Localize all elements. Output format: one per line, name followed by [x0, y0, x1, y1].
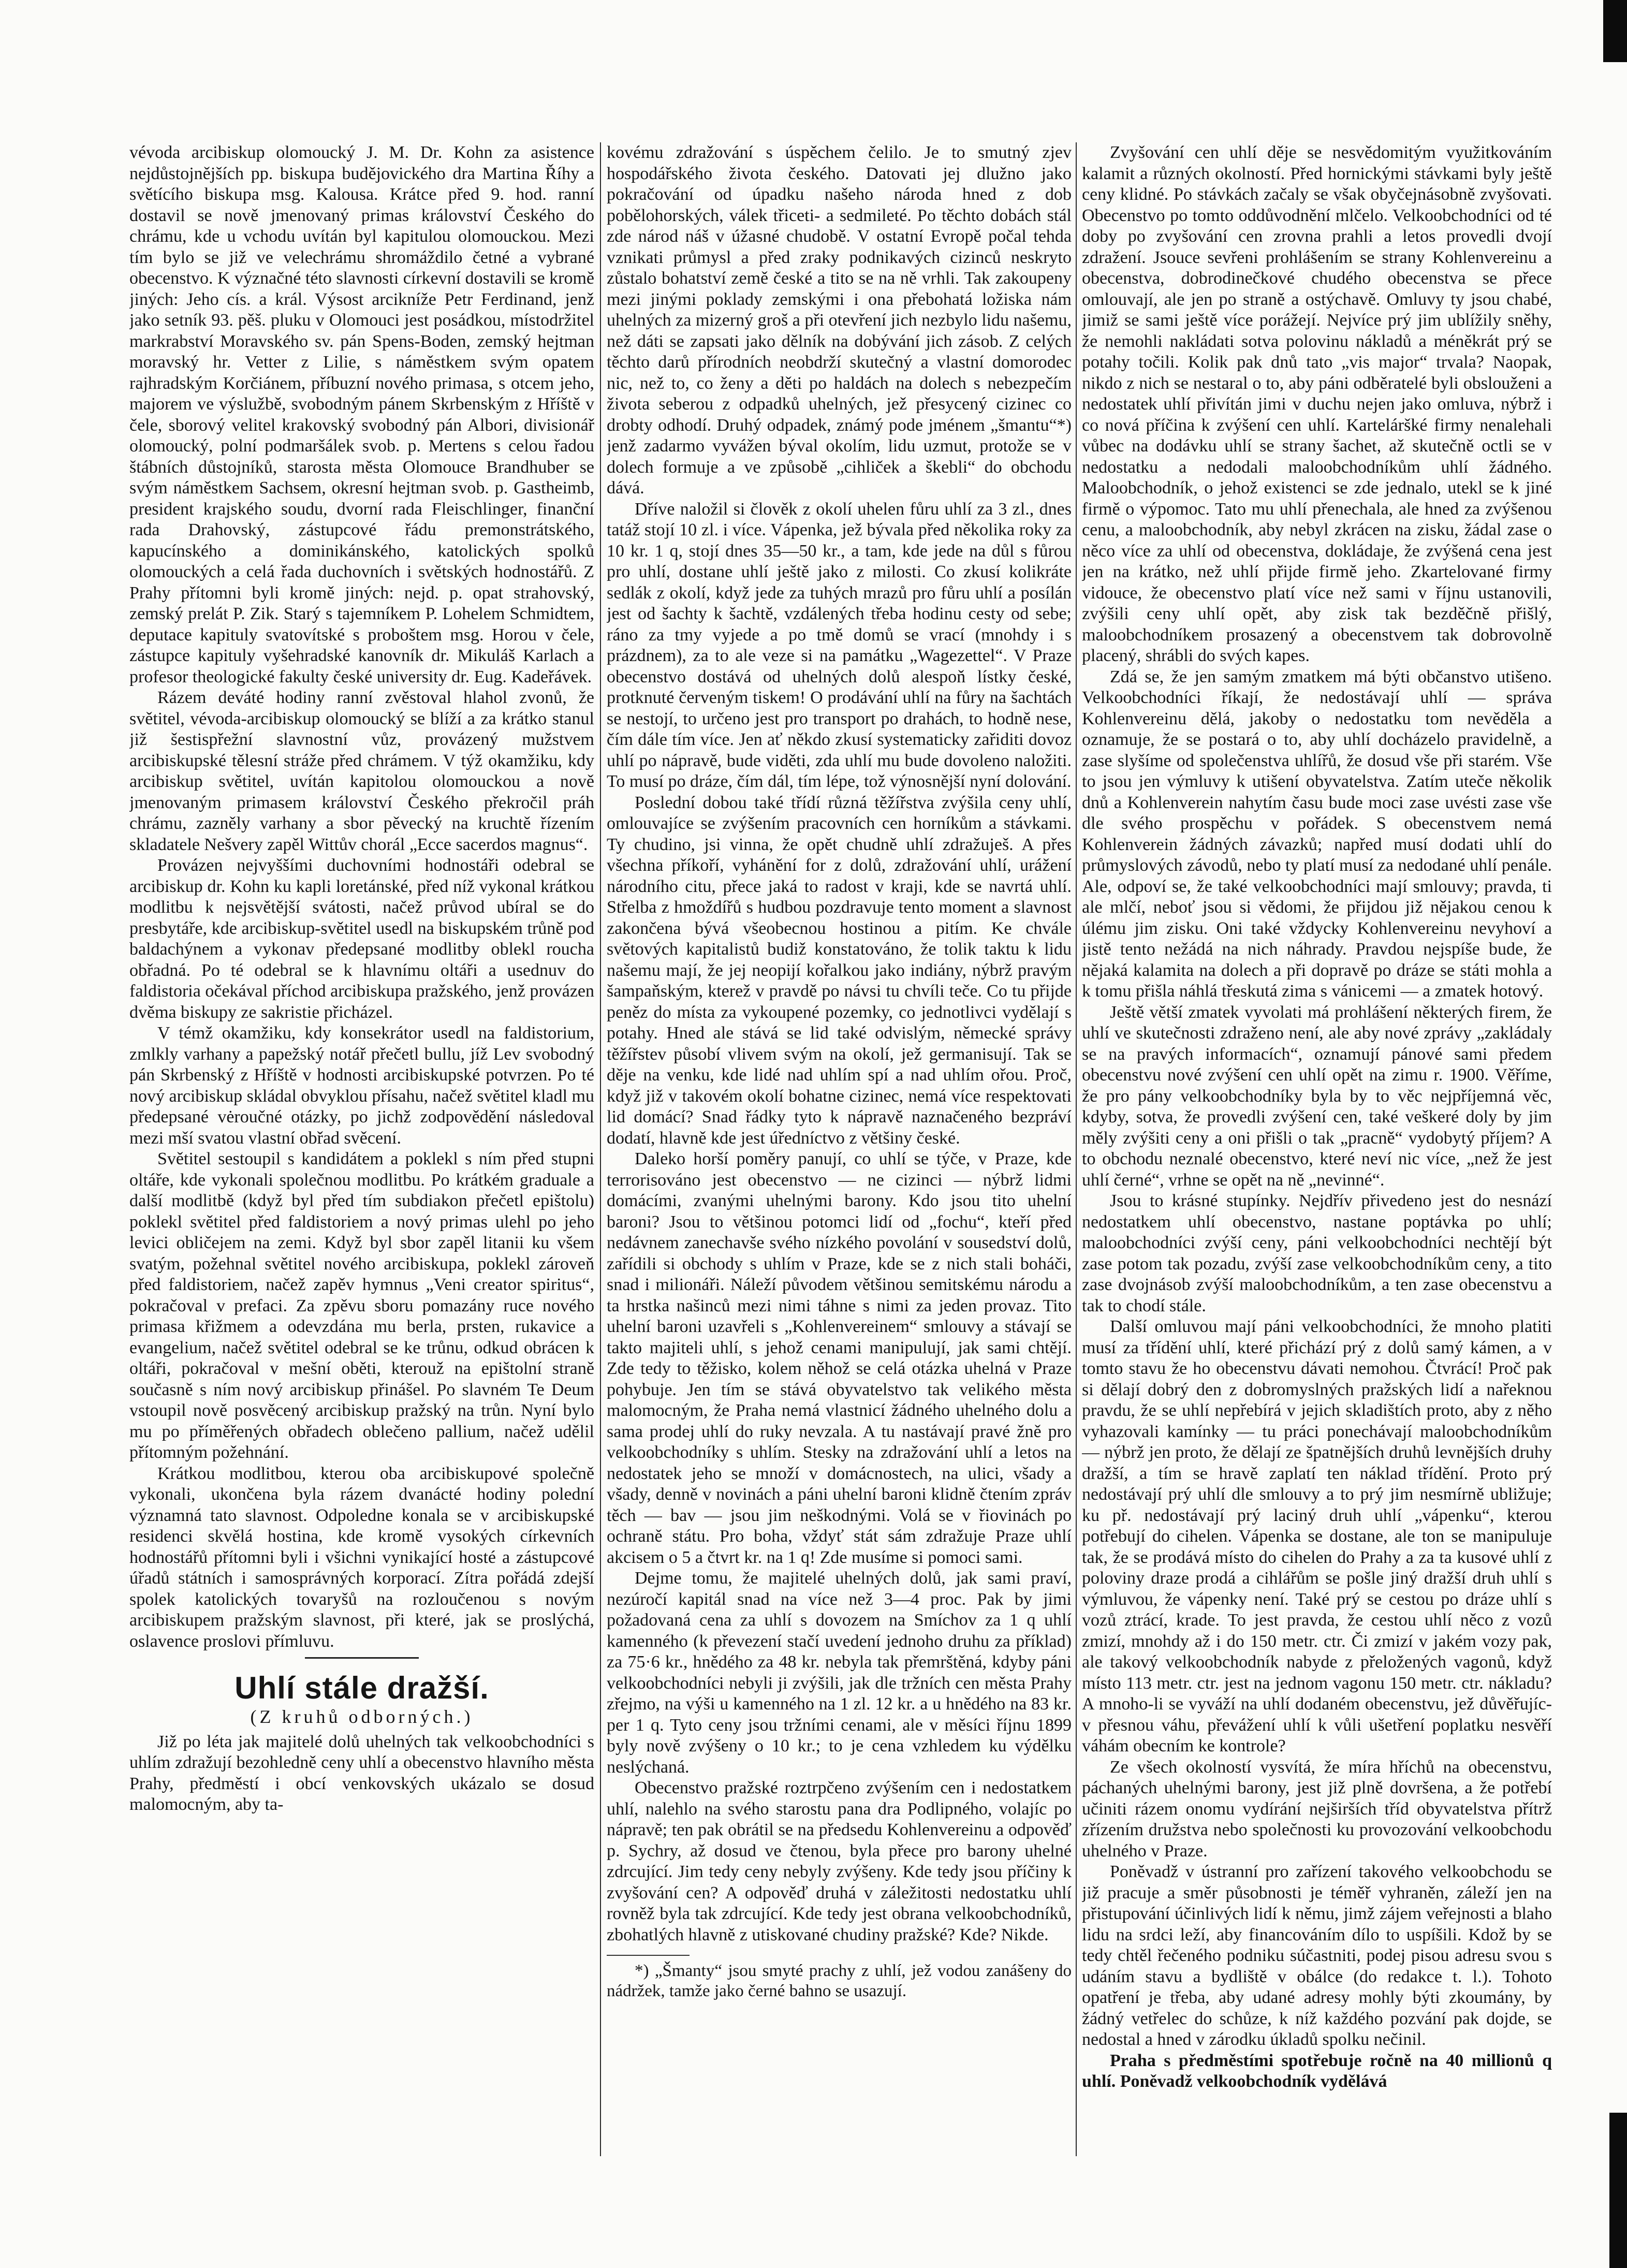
footnote-divider: [607, 1955, 690, 1956]
column-rule: [600, 142, 601, 2156]
article-paragraph: Poněvadž v ústranní pro zařízení takového velkoobchodu se již pracuje a směr působnosti je téměř vyhraněn, záleží jen na přistupování účinlivých lidí k němu, jimž zájem veřejnosti a blaho lidu na srdci leží, aby financováním dílo to uspíšili. Kdož by se tedy chtěl řečeného podniku súčastniti, podej pisou adresu svou s udáním stavu a bydliště v obálce (do redakce t. l.). Tohoto opatření je třeba, aby udané adresy mohly býti zkoumány, by žádný vetřelec do schůze, k níž každého pozvání pak dojde, se nedostal a hned v zárodku úkladů spolku nečinil.: [1082, 1862, 1552, 2049]
scan-edge-bottom: [1609, 2113, 1627, 2268]
column-rule: [1076, 142, 1077, 2156]
article-paragraph: Zdá se, že jen samým zmatkem má býti občanstvo utišeno. Velkoobchodníci říkají, že nedostávají uhlí — správa Kohlenvereinu dělá, jakoby o nedostatku tom nevěděla a oznamuje, že se postará o to, aby uhlí docházelo pravidelně, a zase slyšíme od společenstva uhlířů, že dosud vše při starém. Vše to jsou jen výmluvy k utišení obyvatelstva. Zatím uteče několik dnů a Kohlenverein nahytím času bude moci zase uvésti zase vše dle svého prospěchu v pořádek. S obecenstvem nemá Kohlenverein žádných závazků; napřed musí dodati uhlí do průmyslových závodů, nebo ty platí musí za nedodané uhlí penále. Ale, odpoví se, že také velkoobchodníci mají smlouvy; pravda, ti ale mlčí, neboť jsou si vědomi, že přijdou již nějakou cenou k úlému jim zisku. Oni také vždycky Kohlenvereinu nevyhoví a jistě tento nežádá na nich náhrady. Pravdou nejspíše bude, že nějaká kalamita na dolech a při dopravě po dráze se státi mohla a k tomu přišla náhlá třeskutá zima s vánicemi — a zmatek hotový.: [1082, 667, 1552, 1001]
article-paragraph: Světitel sestoupil s kandidátem a poklekl s ním před stupni oltáře, kde vykonali společnou modlitbu. Po krátkém graduale a další modlitbě (když byl před tím subdiakon přečetl epištolu) poklekl světitel před faldistoriem a nový primas ulehl po jeho levici obličejem na zemi. Když byl sbor zapěl litanii ku všem svatým, požehnal světitel nového arcibiskupa, poklekl zároveň před faldistoriem, načež zapěv hymnus „Veni creator spiritus“, pokračoval v prefaci. Za zpěvu sboru pomazány ruce nového primasa křižmem a odevzdána mu berla, prsten, rukavice a evangelium, načež světitel odebral se ke trůnu, odkud obrácen k oltáři, pokračoval v mešní oběti, kterouž na epištolní straně současně s ním nový arcibiskup přinášel. Po slavném Te Deum vstoupil nově posvěcený arcibiskup pražský na trůn. Nyní bylo mu po příměřených obřadech oblečeno pallium, načež udělil přítomným požehnání.: [129, 1149, 594, 1462]
footnote-text: *) „Šmanty“ jsou smyté prachy z uhlí, jež vodou zanášeny do nádržek, tamže jako černé bahno se usazují.: [607, 1962, 1072, 2000]
column-2: [607, 142, 1072, 2156]
article-paragraph: Dejme tomu, že majitelé uhelných dolů, jak sami praví, nezúročí kapitál snad na více než 3—4 proc. Pak by jimi požadovaná cena za uhlí s dovozem na Smíchov za 1 q uhlí kamenného (k převezení stačí uvedení jednoho druhu za příklad) za 75·6 kr., hnědého za 48 kr. nebyla tak přemrštěná, kdyby páni velkoobchodníci nebyli ji zvýšili, jak dle tržních cen města Prahy zřejmo, na výši u kamenného na 1 zl. 12 kr. a u hnědého na 83 kr. per 1 q. Tyto ceny jsou tržními cenami, ale v měsíci říjnu 1899 byly nově zvýšeny o 10 kr.; to je cena vzhledem ku výdělku neslýchaná.: [607, 1569, 1072, 1777]
article-paragraph: Jsou to krásné stupínky. Nejdřív přivedeno jest do nesnází nedostatkem uhlí obecenstvo, nastane poptávka po uhlí; maloobchodníci zvýší ceny, páni velkoobchodníci nechtějí být zase potom tak pozadu, zvýší zase velkoobchodníkům ceny, a tito zase dvojnásob zvýší maloobchodníkům, a ten zase obecenstvu a tak to chodí stále.: [1082, 1191, 1552, 1315]
scan-edge-top: [1603, 0, 1627, 62]
article-paragraph: Ještě větší zmatek vyvolati má prohlášení některých firem, že uhlí ve skutečnosti zdraženo není, ale aby nové zprávy „zakládaly se na pravých informacích“, oznamují pánové sami předem obecenstvu nové zvýšení cen uhlí opět na zimu r. 1900. Věříme, že pro pány velkoobchodníky byla by to věc nejpříjemná věc, kdyby, sotva, že provedli zvýšení cen, také veškeré doly by jim měly zvýšiti ceny a oni přišli o tak „pracně“ vydobytý příjem? A to obchodu neznalé obecenstvo, které neví nic více, „než že jest uhlí černé“, vrhne se opět na ně „nevinné“.: [1082, 1002, 1552, 1190]
article-paragraph: Rázem deváté hodiny ranní zvěstoval hlahol zvonů, že světitel, vévoda-arcibiskup olomoucký se blíží a za krátko stanul již šestispřežní slavnostní vůz, provázený mužstvem arcibiskupské tělesní stráže před chrámem. V týž okamžiku, kdy arcibiskup světitel, uvítán kapitolou olomouckou a nově jmenovaným primasem království Českého překročil práh chrámu, zazněly varhany a sbor pěvecký na kruchtě řízením skladatele Nešvery zapěl Wittův chorál „Ecce sacerdos magnus“.: [129, 688, 594, 854]
section-divider: [305, 1657, 419, 1659]
column-1: [129, 142, 594, 2156]
article-paragraph: Poslední dobou také třídí různá těžířstva zvýšila ceny uhlí, omlouvajíce se zvýšením pracovních cen horníkům a stávkami. Ty chudino, jsi vinna, že opět chudně uhlí zdražuješ. A přes všechna příkoří, vyhánění for z dolů, zdražování uhlí, urážení národního citu, přece jaká to radost v kraji, kde se navrtá uhlí. Střelba z hmoždířů s hudbou pozdravuje tento moment a slavnost zakončena bývá všeobecnou hostinou a pitím. Ke chvále světových kapitalistů budiž konstatováno, že tolik taktu k lidu našemu mají, že jej neopijí kořalkou jako indiány, nýbrž pravým šampaňským, kterež v pravdě po návsi tu chvíli teče. Co tu přijde peněz do místa za vykoupené pozemky, co jednotlivci vydělají s potahy. Hned ale stává se lid také odvislým, německé správy těžířstev působí vlivem svým na okolí, jež germanisují. Tak se děje na venku, kde lidé nad uhlím spí a nad uhlím ořou. Proč, když již v takovém okolí bohatne cizinec, nemá více respektovati lid domácí? Snad řádky tyto k nápravě naznačeného bezpráví dodatí, hlavně kde jest úředníctvo z většiny české.: [607, 793, 1072, 1148]
column-3: [1082, 142, 1552, 2156]
article-paragraph: Praha s předměstími spotřebuje ročně na 40 millionů q uhlí. Poněvadž velkoobchodník vydělává: [1082, 2051, 1552, 2091]
article-paragraph: Zvyšování cen uhlí děje se nesvědomitým využitkováním kalamit a různých okolností. Před hornickými stávkami byly ještě ceny klidné. Po stávkách začaly se však obyčejnásobně zvyšovati. Obecenstvo po tomto oddůvodnění mlčelo. Velkoobchodníci od té doby po zvyšování cen zrovna prahli a letos provedli dvojí zdražení. Jsouce sevřeni prohlášením se strany Kohlenvereinu a obecenstva, dobrodinečkové chudého obecenstva se přece omlouvají, ale jen po straně a ostýchavě. Omluvy ty jsou chabé, jimiž se sami ještě více porážejí. Nejvíce prý jim ublížily sněhy, že nemohli nakládati sotva polovinu nákladů a méněkrát prý se potahy točili. Kolik pak dnů tato „vis major“ trvala? Naopak, nikdo z nich se nestaral o to, aby páni odběratelé byli obslouženi a nedostatek uhlí přivítán jimi v duchu nejen jako omluva, nýbrž i co nová příčina k zvýšení cen uhlí. Karteláršké firmy nenalehali vůbec na dodávku uhlí se strany šachet, až skutečně octli se v nedostatku a nedodali maloobchodníkům uhlí žádného. Maloobchodník, o jehož existenci se zde jednalo, utekl se k jiné firmě o výpomoc. Tato mu uhlí přenechala, ale hned za zvýšenou cenu, a maloobchodník, aby nebyl zkrácen na zisku, žádal zase o něco více za uhlí od obecenstva, dokládaje, že zvýšená cena jest jen na krátko, než uhlí přijde firmě jeho. Zkartelované firmy vidouce, že obecenstvo platí více než sami v říjnu ustanovili, zvýšili ceny uhlí opět, aby zisk tak bezděčně přišlý, maloobchodníkem prosazený a obecenstvem tak dobrovolně placený, shrábli do svých kapes.: [1082, 143, 1552, 665]
article-headline: Uhlí stále dražší.: [234, 1671, 489, 1705]
article-paragraph: kovému zdražování s úspěchem čelilo. Je to smutný zjev hospodářského života českého. Datovati jej dlužno jako pokračování od úpadku našeho národa hned z dob pobělohorských, válek třiceti- a sedmileté. Po těchto dobách stál zde národ náš v úžasné chudobě. V ostatní Evropě počal tehda vznikati průmysl a před zraky podnikavých cizinců neskryto zůstalo bohatství země české a tito se na ně vrhli. Tak zakoupeny mezi jinými poklady zemskými i ona přebohatá ložiska nám uhelných za mizerný groš a při otevření jich nezbylo lidu našemu, než dáti se zapsati jako dělník na dobývání jich zásob. Z celých těchto darů přírodních neobdrží skutečný a vlastní domorodec nic, než to, co ženy a děti po haldách na dolech s nebezpečím života seberou z odpadků uhelných, jež přesycený cizinec co drobty odhodí. Druhý odpadek, známý pode jménem „šmantu“*) jenž zadarmo vyvážen býval okolím, lidu uzmut, protože se v dolech formuje a ve způsobě „cihliček a škebli“ do obchodu dává.: [607, 143, 1072, 498]
footnote: [607, 1961, 1072, 2001]
article-paragraph: Obecenstvo pražské roztrpčeno zvýšením cen i nedostatkem uhlí, nalehlo na svého starostu pana dra Podlipného, volajíc po nápravě; ten pak obrátil se na předsedu Kohlenvereinu a odpověď p. Sychry, až dosud ve čtenou, byla přece pro barony uhelné zdrcující. Jim tedy ceny nebyly zvýšeny. Kde tedy jsou příčiny k zvyšování cen? A odpověď druhá v záležitosti nedostatku uhlí rovněž byla tak zdrcující. Kde tedy jest obrana velkoobchodníků, zbohatlých hlavně z utiskované chudiny pražské? Kde? Nikde.: [607, 1778, 1072, 1944]
article-subheadline: (Z kruhů odborných.): [250, 1706, 474, 1727]
article-paragraph: V témž okamžiku, kdy konsekrátor usedl na faldistorium, zmlkly varhany a papežský notář přečetl bullu, jíž Lev svobodný pán Skrbenský z Hříště v hodnosti arcibiskupské potvrzen. Po té nový arcibiskup skládal obvyklou přísahu, načež světitel kladl mu předepsané vėroučné otázky, po jichž zodpovědění následoval mezi mší svatou vlastní obřad svěcení.: [129, 1023, 594, 1148]
article-paragraph: Již po léta jak majitelé dolů uhelných tak velkoobchodníci s uhlím zdražují bezohledně ceny uhlí a obecenstvo hlavního města Prahy, předměstí i obcí venkovských ukázalo se dosud malomocným, aby ta-: [129, 1732, 594, 1814]
article-paragraph: Daleko horší poměry panují, co uhlí se týče, v Praze, kde terrorisováno jest obecenstvo — ne cizinci — nýbrž lidmi domácími, zvanými uhelnými barony. Kdo jsou tito uhelní baroni? Jsou to většinou potomci lidí od „fochu“, kteří před nedávnem zanechavše svého nízkého povolání v sousedství dolů, zařídili si obchody s uhlím v Praze, kde se z nich stali boháči, snad i milionáři. Náleží původem většinou semitskému národu a ta hrstka našinců mezi nimi táhne s nimi za jeden provaz. Tito uhelní baroni uzavřeli s „Kohlenvereinem“ smlouvy a stávají se takto majiteli uhlí, s jehož cenami manipulují, jak sami chtějí. Zde tedy to těžisko, kolem něhož se celá otázka uhelná v Praze pohybuje. Jen tím se stává obyvatelstvo tak velikého města malomocným, že Praha nemá vlastnicí žádného uhelného dolu a sama prodej uhlí do ruky nevzala. A tu nastávají pravé žně pro velkoobchodníky s uhlím. Stesky na zdražování uhlí a letos na nedostatek jeho se množí v domácnostech, na ulici, všady a všady, denně v novinách a páni uhelní baroni klidně čtením zpráv těch — bav — jsou jim neškodnými. Volá se v řiovinách po ochraně státu. Pro boha, vždyť stát sám zdražuje Praze uhlí akcisem o 5 a čtvrt kr. na 1 q! Zde musíme si pomoci sami.: [607, 1149, 1072, 1567]
article-paragraph: Krátkou modlitbou, kterou oba arcibiskupové společně vykonali, ukončena byla rázem dvanácté hodiny polední významná tato slavnost. Odpoledne konala se v arcibiskupské residenci skvělá hostina, kde kromě vysokých církevních hodnostářů přítomni byli i všichni vynikající hosté a zástupcové úřadů státních i samosprávných korporací. Zítra pořádá zdejší spolek katolických tovaryšů na rozloučenou s novým arcibiskupem pražským slavnost, při které, jak se proslýchá, oslavence proslovi přímluvu.: [129, 1464, 594, 1651]
article-paragraph: vévoda arcibiskup olomoucký J. M. Dr. Kohn za asistence nejdůstojnějších pp. biskupa budějovického dra Martina Říhy a světícího biskupa msg. Kalousa. Krátce před 9. hod. ranní dostavil se nově jmenovaný primas království Českého do chrámu, kde u vchodu uvítán byl kapitulou olomouckou. Mezi tím bylo se již ve velechrámu shromáždilo četné a vybrané obecenstvo. K význačné této slavnosti církevní dostavili se kromě jiných: Jeho cís. a král. Výsost arcikníže Petr Ferdinand, jenž jako setník 93. pěš. pluku v Olomouci jest posádkou, místodržitel markrabství Moravského sv. pán Spens-Boden, zemský hejtman moravský hr. Vetter z Lilie, s náměstkem svým opatem rajhradským Korčiánem, příbuzní nového primasa, s otcem jeho, majorem ve výslužbě, svobodným pánem Skrbenským z Hříště v čele, sborový velitel krakovský svobodný pán Albori, divisionář olomoucký, polní podmaršálek svob. p. Mertens s celou řadou štábních důstojníků, starosta města Olomouce Brandhuber se svým náměstkem Sachsem, okresní hejtman svob. p. Gastheimb, president krajského soudu, dvorní rada Fleischlinger, finanční rada Drahovský, zástupcové řádu premonstrátského, kapucínského a dominikánského, katolických spolků olomouckých a celá řada duchovních i světských hodnostářů. Z Prahy přítomni byli kromě jiných: nejd. p. opat strahovský, zemský prelát P. Zik. Starý s tajemníkem P. Lohelem Schmidtem, deputace kapituly svatovítské s proboštem msg. Horou v čele, zástupce kapituly vyšehradské kanovník dr. Mikuláš Karlach a profesor theologické fakulty české university dr. Eug. Kadeřávek.: [129, 143, 594, 686]
article-paragraph: Ze všech okolností vysvítá, že míra hříchů na obecenstvu, páchaných uhelnými barony, jest již plně dovršena, a že potřebí učiniti rázem onomu vydírání nejširších tříd obyvatelstva přítrž zřízením družstva nebo společnosti ku provozování velkoobchodu uhelného v Praze.: [1082, 1757, 1552, 1861]
article-paragraph: Provázen nejvyššími duchovními hodnostáři odebral se arcibiskup dr. Kohn ku kapli loretánské, před níž vykonal krátkou modlitbu k nejsvětější svátosti, načež průvod ubíral se do presbytáře, kde arcibiskup-světitel usedl na biskupském trůně pod baldachýnem a vykonav předepsané modlitby oblekl roucha obřadná. Po té odebral se k hlavnímu oltáři a usednuv do faldistoria očekával příchod arcibiskupa pražského, jenž provázen dvěma biskupy ze sakristie přicházel.: [129, 856, 594, 1022]
article-paragraph: Další omluvou mají páni velkoobchodníci, že mnoho platiti musí za třídění uhlí, které přichází prý z dolů samý kámen, a v tomto stavu že ho obecenstvu dávati nemohou. Čtvrácí! Proč pak si dělají dobrý den z dobromyslných pražských lidí a nařeknou pravdu, že se uhlí nepřebírá v jejich skladištích proto, aby z něho vyhazovali kamínky — tu práci ponechávají maloobchodníkům — nýbrž jen proto, že dělají ze špatnějších druhů levnějších druhy dražší, a tím se hravě zaplatí ten náklad třídění. Proto prý nedostávají prý uhlí dle smlouvy a to prý jim nesmírně ubližuje; ku př. nedostávají prý laciný druh uhlí „vápenku“, kterou potřebují do cihelen. Vápenka se dostane, ale ton se manipuluje tak, že se prodává místo do cihelen do Prahy a za ta kusové uhlí z poloviny draze prodá a cihlářům se pošle jiný dražší druh uhlí s výmluvou, že vápenky není. Také prý se cestou po dráze uhlí s vozů ztrácí, krade. To jest pravda, že cestou uhlí něco z vozů zmizí, mnohdy až i do 150 metr. ctr. Či zmizí v jakém vozy pak, ale takový velkoobchodník nabyde z přeložených vagonů, když místo 113 metr. ctr. jest na jednom vagonu 150 metr. ctr. nákladu? A mnoho-li se vyváží na uhlí dodaném obecenstvu, jež důvěřujíc-v přesnou váhu, převážení uhlí k vůli ušetření poplatku nesvěří váhám obecním ke kontrole?: [1082, 1317, 1552, 1755]
article-paragraph: Dříve naložil si člověk z okolí uhelen fůru uhlí za 3 zl., dnes tatáž stojí 10 zl. i více. Vápenka, jež bývala před několika roky za 10 kr. 1 q, stojí dnes 35—50 kr., a tam, kde jede na důl s fůrou pro uhlí, dostane uhlí ještě jako z milosti. Co zkusí kolikráte sedlák z okolí, když jede za tuhých mrazů pro fůru uhlí a posílán jest od šachty k šachtě, vzdálených třeba hodinu cesty od sebe; ráno za tmy vyjede a po tmě domů se vrací (mnohdy i s prázdnem), za to ale veze si na památku „Wagezettel“. V Praze obecenstvo dostává od uhelných dolů alespoň lístky české, protknuté červeným tiskem! O prodávání uhlí na fůry na šachtách se nestojí, to určeno jest pro transport po drahách, to hodně nese, čím dále tím více. Jen ať někdo zkusí systematicky zařiditi dovoz uhlí po nápravě, bude viděti, zda uhlí mu bude dovoleno naložiti. To musí po dráze, čím dál, tím lépe, tož výnosnější nyní dolování.: [607, 499, 1072, 791]
